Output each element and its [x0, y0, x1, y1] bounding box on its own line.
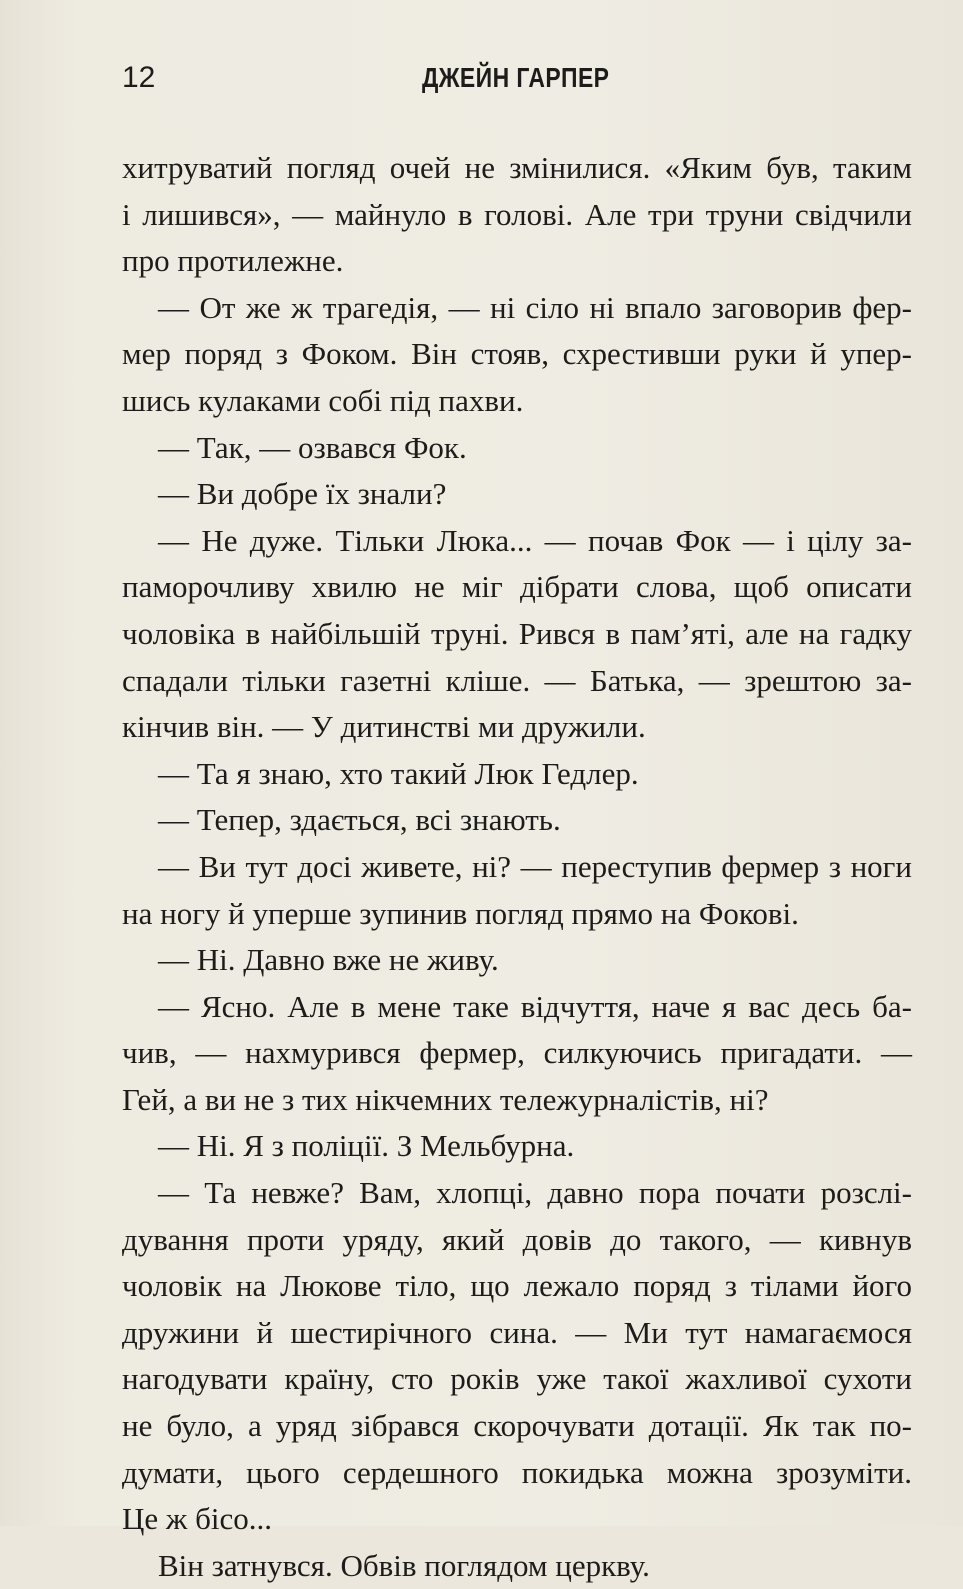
text-line: і лишився», — майнуло в голові. Але три труни свідчили [122, 196, 912, 232]
text-line: — Тепер, здається, всі знають. [158, 802, 561, 838]
text-line: Це ж бісо... [122, 1501, 272, 1537]
text-line: кінчив він. — У дитинстві ми дружили. [122, 709, 646, 745]
text-line: Він затнувся. Обвів поглядом церкву. [158, 1547, 650, 1583]
text-line: — От же ж трагедія, — ні сіло ні впало заговорив фер- [158, 289, 912, 325]
text-line: Гей, а ви не з тих нікчемних тележурналістів, ні? [122, 1081, 769, 1117]
text-line: на ногу й уперше зупинив погляд прямо на Фокові. [122, 895, 799, 931]
text-line: — Ясно. Але в мене таке відчуття, наче я вас десь ба- [158, 988, 912, 1024]
text-line: — Ні. Давно вже не живу. [158, 942, 499, 978]
text-line: спадали тільки газетні кліше. — Батька, — зрештою за- [122, 662, 912, 698]
text-line: — Ні. Я з поліції. З Мельбурна. [158, 1128, 575, 1164]
text-line: не було, а уряд зібрався скорочувати дотації. Як так по- [122, 1408, 912, 1444]
text-line: хитруватий погляд очей не змінилися. «Яким був, таким [122, 150, 912, 185]
text-line: — Ви добре їх знали? [158, 476, 447, 512]
text-line: дування проти уряду, який довів до такого, — кивнув [122, 1221, 912, 1257]
text-line: чоловік на Люкове тіло, що лежало поряд з тілами його [122, 1268, 912, 1304]
text-line: паморочливу хвилю не міг дібрати слова, щоб описати [122, 569, 912, 605]
text-line: — Та я знаю, хто такий Люк Гедлер. [158, 755, 639, 791]
text-line: — Так, — озвався Фок. [158, 429, 467, 465]
text-line: — Не дуже. Тільки Люка... — почав Фок — і цілу за- [158, 522, 912, 558]
text-line: шись кулаками собі під пахви. [122, 382, 524, 418]
page-header [122, 58, 912, 98]
text-line: — Та невже? Вам, хлопці, давно пора почати розслі- [158, 1175, 912, 1211]
text-line: нагодувати країну, сто років уже такої жахливої сухоти [122, 1361, 912, 1397]
text-line: чив, — нахмурився фермер, силкуючись пригадати. — [122, 1035, 912, 1071]
running-head-author: ДЖЕЙН ГАРПЕР [422, 62, 610, 93]
text-line: мер поряд з Фоком. Він стояв, схрестивши руки й упер- [122, 336, 912, 372]
page-number: 12 [122, 61, 156, 94]
text-line: дружини й шестирічного сина. — Ми тут намагаємося [122, 1314, 912, 1350]
text-line: чоловіка в найбільшій труні. Рився в пам’яті, але на гадку [122, 615, 912, 651]
body-text [122, 145, 912, 1589]
text-line: — Ви тут досі живете, ні? — переступив фермер з ноги [158, 848, 912, 884]
text-line: думати, цього сердешного покидька можна зрозуміти. [122, 1454, 912, 1490]
text-line: про протилежне. [122, 243, 344, 279]
